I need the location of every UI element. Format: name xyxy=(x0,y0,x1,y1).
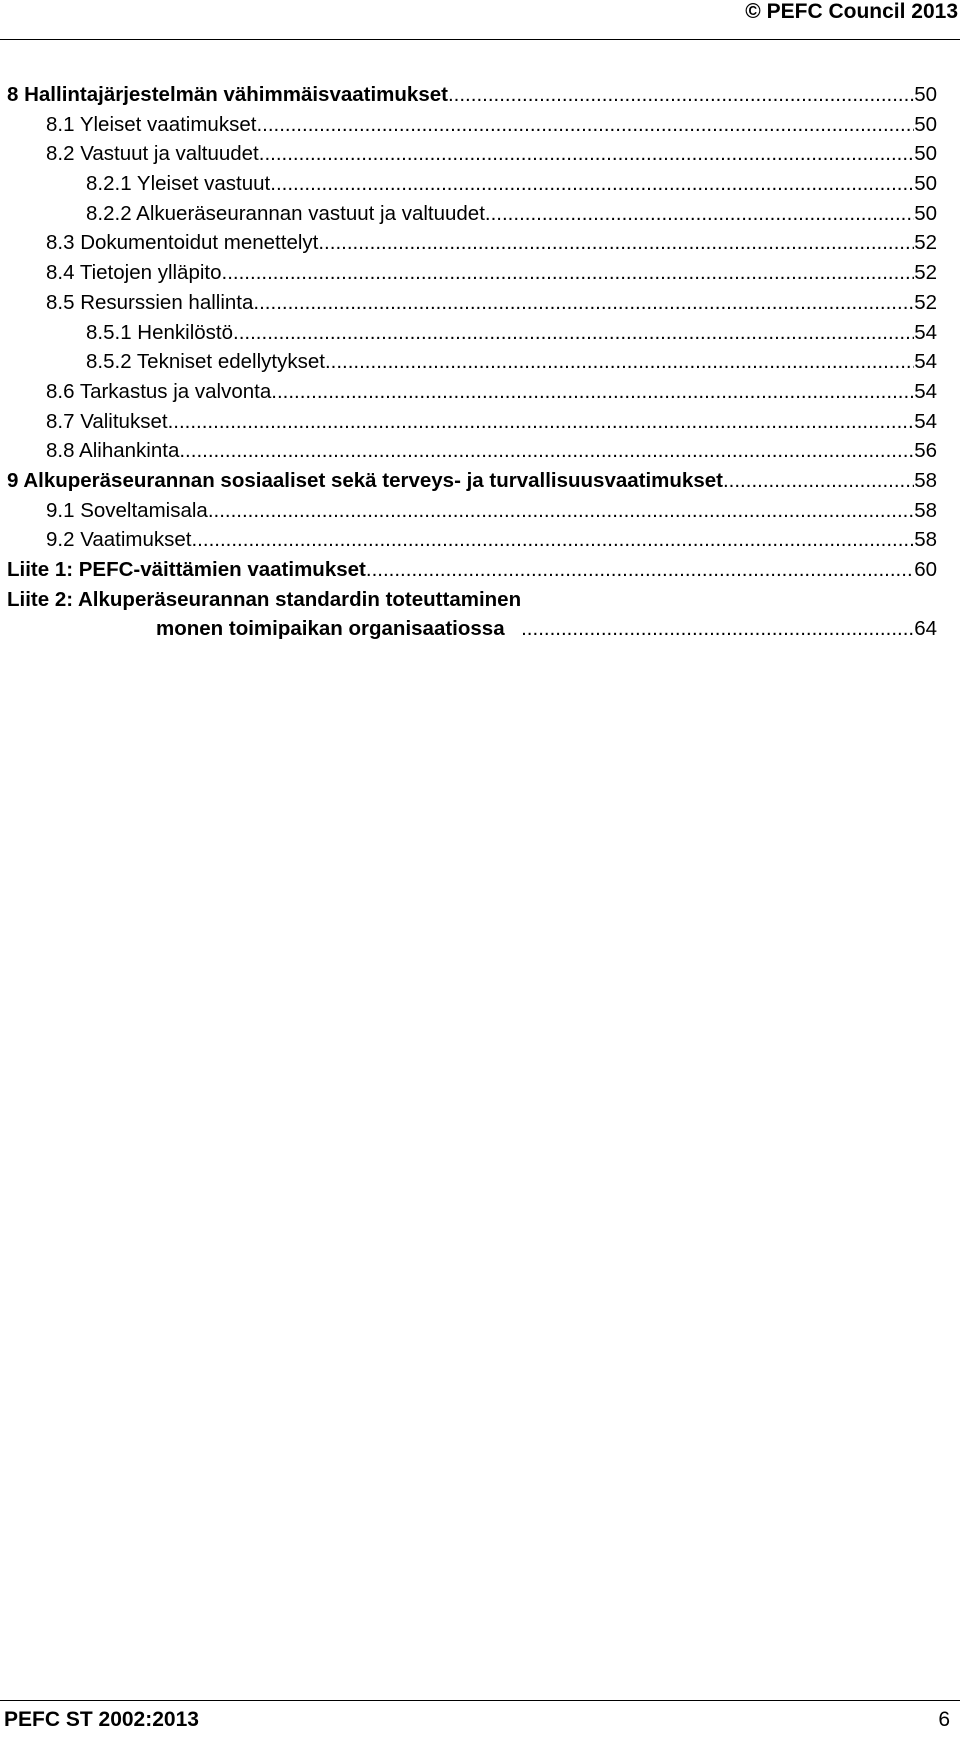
toc-entry-8-5-2[interactable] xyxy=(7,347,937,377)
toc-dot-leader xyxy=(521,614,914,644)
toc-entry-8-2[interactable] xyxy=(7,139,937,169)
toc-entry-title: 8.3 Dokumentoidut menettelyt xyxy=(46,231,319,255)
toc-dot-leader xyxy=(259,139,914,169)
toc-entry-8-6[interactable] xyxy=(7,377,937,407)
toc-entry-page: 54 xyxy=(914,409,937,433)
toc-entry-title: 8.4 Tietojen ylläpito xyxy=(46,261,222,285)
toc-entry-title: 8.2.2 Alkueräseurannan vastuut ja valtuudet xyxy=(86,201,485,225)
toc-entry-page: 58 xyxy=(914,528,937,552)
toc-entry-8-2-2[interactable] xyxy=(7,199,937,229)
toc-entry-liite-2[interactable] xyxy=(7,585,937,644)
toc-entry-page: 50 xyxy=(914,201,937,225)
toc-dot-leader xyxy=(253,288,914,318)
toc-dot-leader xyxy=(233,318,914,348)
toc-entry-page: 58 xyxy=(914,498,937,522)
toc-dot-leader xyxy=(723,466,914,496)
toc-entry-page: 58 xyxy=(914,468,937,492)
toc-entry-8-7[interactable] xyxy=(7,407,937,437)
toc-dot-leader xyxy=(325,347,914,377)
toc-dot-leader xyxy=(222,258,915,288)
toc-entry-title: 8 Hallintajärjestelmän vähimmäisvaatimukset xyxy=(7,83,448,106)
toc-entry-title: 8.5.1 Henkilöstö xyxy=(86,320,234,344)
toc-entry-9[interactable] xyxy=(7,466,937,496)
toc-entry-liite-1[interactable] xyxy=(7,555,937,585)
toc-entry-8-2-1[interactable] xyxy=(7,169,937,199)
toc-entry-page: 52 xyxy=(914,261,937,285)
toc-entry-page: 54 xyxy=(914,379,937,403)
toc-entry-title-wrap xyxy=(7,585,521,644)
toc-entry-page: 52 xyxy=(914,290,937,314)
toc-entry-page: 54 xyxy=(914,320,937,344)
document-id: PEFC ST 2002:2013 xyxy=(4,1708,199,1731)
toc-entry-page: 52 xyxy=(914,231,937,255)
toc-entry-8-8[interactable] xyxy=(7,436,937,466)
toc-entry-title: Liite 2: Alkuperäseurannan standardin toteuttaminen xyxy=(7,587,522,611)
toc-dot-leader xyxy=(270,169,914,199)
toc-entry-title: 8.1 Yleiset vaatimukset xyxy=(46,112,257,136)
table-of-contents xyxy=(7,80,937,644)
toc-entry-title: 9.1 Soveltamisala xyxy=(46,498,208,522)
toc-entry-title: 8.2 Vastuut ja valtuudet xyxy=(46,142,259,166)
copyright-header: © PEFC Council 2013 xyxy=(745,0,958,23)
header-divider xyxy=(0,39,960,40)
toc-dot-leader xyxy=(318,228,914,258)
toc-entry-page: 64 xyxy=(914,617,937,641)
toc-entry-title: 9 Alkuperäseurannan sosiaaliset sekä terveys- ja turvallisuusvaatimukset xyxy=(7,468,723,492)
toc-dot-leader xyxy=(208,496,914,526)
toc-entry-8-1[interactable] xyxy=(7,110,937,140)
toc-entry-8-5-1[interactable] xyxy=(7,318,937,348)
toc-dot-leader xyxy=(256,110,914,140)
toc-entry-title: 9.2 Vaatimukset xyxy=(46,528,192,552)
page-number: 6 xyxy=(938,1708,950,1731)
toc-entry-8-5[interactable] xyxy=(7,288,937,318)
toc-entry-8-4[interactable] xyxy=(7,258,937,288)
toc-dot-leader xyxy=(168,407,915,437)
toc-entry-title: 8.2.1 Yleiset vastuut xyxy=(86,172,271,196)
toc-dot-leader xyxy=(448,80,914,110)
toc-entry-page: 50 xyxy=(914,172,937,196)
toc-entry-page: 50 xyxy=(914,83,937,106)
toc-dot-leader xyxy=(179,436,914,466)
toc-entry-page: 54 xyxy=(914,350,937,374)
toc-dot-leader xyxy=(191,525,914,555)
footer-divider xyxy=(0,1700,960,1701)
toc-entry-9-1[interactable] xyxy=(7,496,937,526)
toc-entry-page: 50 xyxy=(914,142,937,166)
toc-entry-title: 8.6 Tarkastus ja valvonta xyxy=(46,379,272,403)
toc-entry-8[interactable] xyxy=(7,80,937,110)
toc-entry-page: 56 xyxy=(914,439,937,463)
toc-entry-title: Liite 1: PEFC-väittämien vaatimukset xyxy=(7,558,366,581)
toc-entry-9-2[interactable] xyxy=(7,525,937,555)
toc-entry-title: 8.5 Resurssien hallinta xyxy=(46,290,254,314)
toc-entry-8-3[interactable] xyxy=(7,228,937,258)
toc-entry-title: 8.8 Alihankinta xyxy=(46,439,180,463)
toc-entry-title-continued: monen toimipaikan organisaatiossa xyxy=(156,617,505,641)
toc-dot-leader xyxy=(366,555,914,585)
toc-dot-leader xyxy=(271,377,914,407)
toc-entry-page: 60 xyxy=(914,558,937,581)
toc-dot-leader xyxy=(485,199,914,229)
toc-entry-title: 8.7 Valitukset xyxy=(46,409,168,433)
toc-entry-page: 50 xyxy=(914,112,937,136)
toc-entry-title: 8.5.2 Tekniset edellytykset xyxy=(86,350,325,374)
